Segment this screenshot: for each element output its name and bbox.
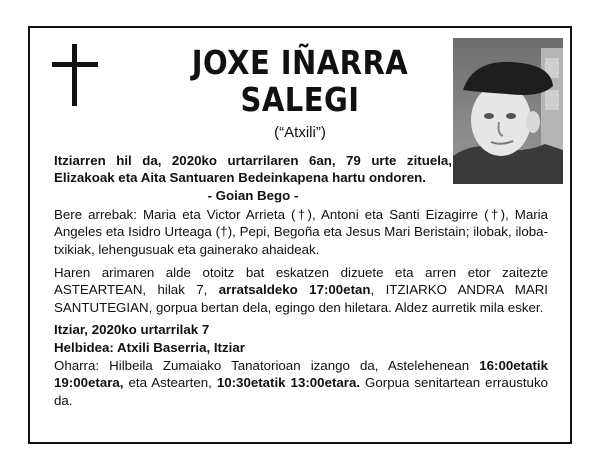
deceased-name (168, 44, 432, 118)
funeral-text-post: , ITZIARKO ANDRA MARI SANTUTEGIAN, gorpua bertan dela, egingo den hiletara. Aldez aurretik mila esker. (54, 282, 549, 315)
note-time-1: 16:00etatik 19:00etara, (54, 358, 548, 391)
nickname: (“Atxili”) (274, 124, 326, 141)
note-text-pre: Oharra: Hilbeila Zumaiako Tanatorioan izango da, Astelehenean (54, 358, 480, 373)
note-text-post: Gorpua senitartean erraustuko da. (54, 375, 548, 408)
cross-icon (52, 44, 98, 106)
goian-bego: - Goian Bego - (207, 188, 299, 203)
name-line-1: JOXE IÑARRA (191, 43, 409, 82)
funeral-paragraph (54, 264, 548, 316)
place-date: Itziar, 2020ko urtarrilak 7 (54, 322, 210, 337)
funeral-time: arratsaldeko 17:00etan (218, 282, 371, 298)
family-list: Bere arrebak: Maria eta Victor Arrieta (†), Antoni eta Santi Eizagirre (†), Maria Angeles eta Isidro Urteaga (†), Pepi, Begoña eta Jesus Mari Beristain; ilobak, iloba-txikiak, lehengusuak eta gainerako ahaideak. (54, 207, 548, 257)
name-line-2: SALEGI (240, 80, 360, 119)
funeral-text-pre: Haren arimaren alde otoitz bat eskatzen dizuete eta arren etor zaitezte ASTEARTEAN, hilak 7, (54, 265, 548, 298)
note-text-mid: eta Astearten, (123, 375, 217, 391)
death-notice: Itziarren hil da, 2020ko urtarrilaren 6an, 79 urte zituela, Elizakoak eta Aita Santuaren Bedeinkapena hartu ondoren. (54, 153, 452, 186)
note-paragraph (54, 357, 548, 409)
note-time-2: 10:30etatik 13:00etara. (216, 375, 361, 391)
portrait-photo (453, 38, 563, 184)
address: Helbidea: Atxili Baserria, Itziar (54, 340, 245, 355)
